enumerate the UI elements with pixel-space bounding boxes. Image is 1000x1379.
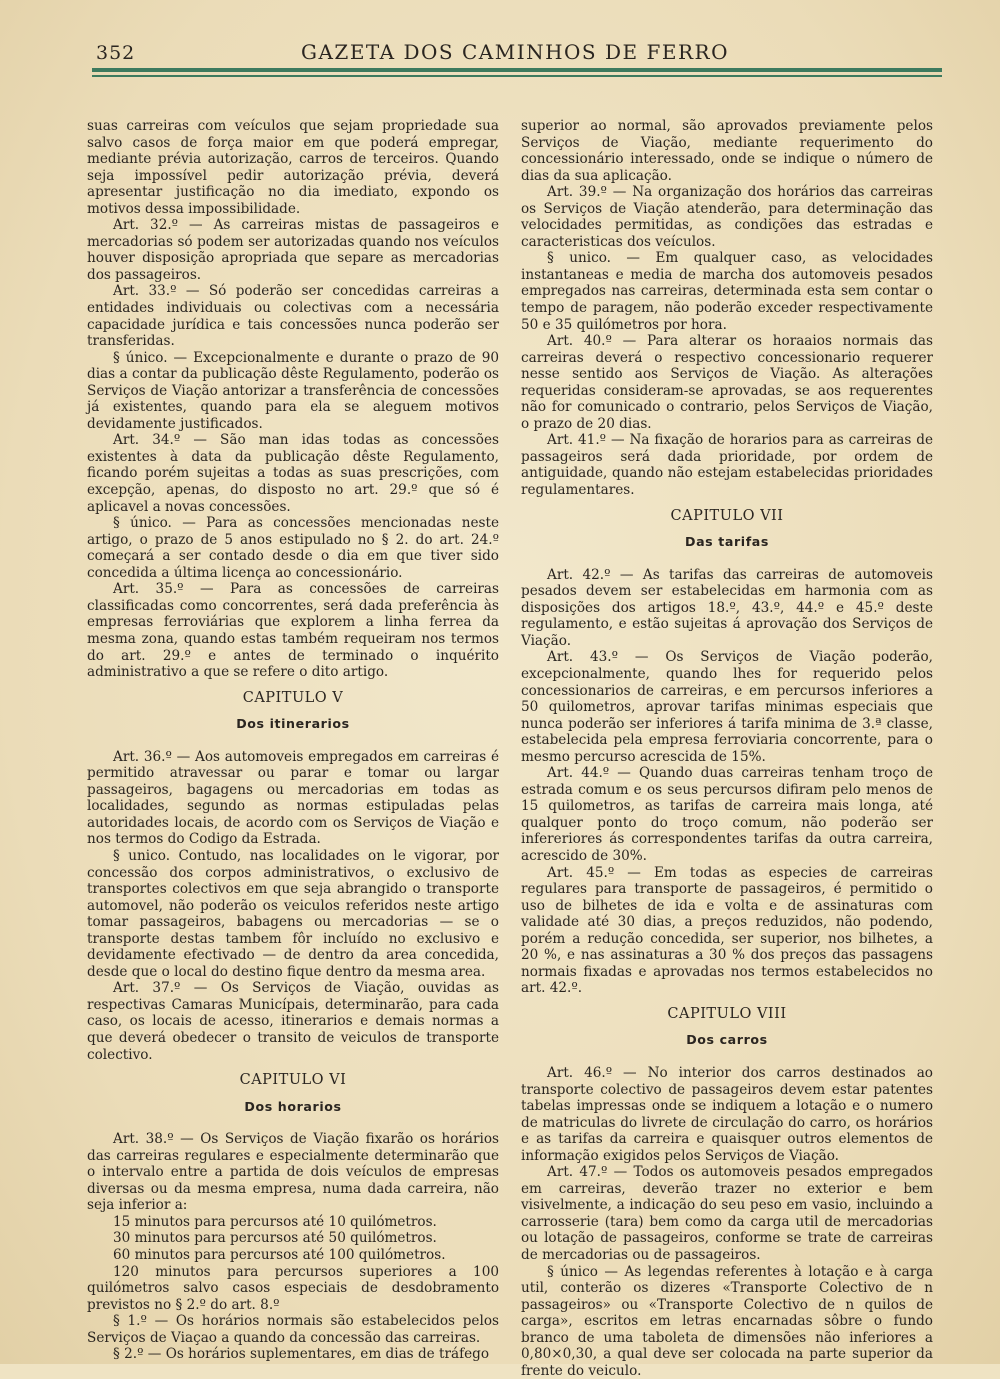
page-number: 352 (96, 42, 136, 64)
right-column (521, 118, 933, 1379)
article-paragraph: Art. 35.º — Para as concessões de carreiras classificadas como concorrentes, será dada preferência às empresas ferroviárias que explorem a linha ferrea da mesma zona, quando estas também requeiram nos termos do art. 29.º e antes de terminado o inquérito administrativo a que se refere o dito artigo. (87, 581, 499, 681)
article-paragraph: § único — As legendas referentes à lotação e à carga util, conterão os dizeres «Transporte Colectivo de n passageiros» ou «Transporte Colectivo de n quilos de carga», escritos em letras encarnadas sôbre o fundo branco de uma taboleta de dimensões não inferiores a 0,80×0,30, a qual deve ser colocada na parte superior da frente do veiculo. (521, 1263, 933, 1379)
chapter-subtitle: Dos horarios (244, 1098, 342, 1114)
article-paragraph: superior ao normal, são aprovados previamente pelos Serviços de Viação, mediante requerimento do concessionário interessado, onde se indique o número de dias da sua aplicação. (521, 118, 933, 184)
article-paragraph: 120 minutos para percursos superiores a 100 quilómetros salvo casos especiais de desdobramento previstos no § 2.º do art. 8.º (87, 1263, 499, 1313)
article-paragraph: Art. 34.º — São man idas todas as concessões existentes à data da publicação dêste Regulamento, ficando porém sujeitas a todas as suas prescrições, com excepção, apenas, do disposto no art. 29.º que só é aplicavel a novas concessões. (87, 432, 499, 515)
page-title: GAZETA DOS CAMINHOS DE FERRO (301, 40, 729, 64)
article-paragraph: suas carreiras com veículos que sejam propriedade sua salvo casos de força maior em que poderá empregar, mediante prévia autorização, carros de terceiros. Quando seja impossível pedir autorização prévia, deverá apresentar justificação no dia imediato, expondo os motivos dessa impossibilidade. (87, 118, 499, 217)
chapter-heading: CAPITULO VI (239, 1072, 347, 1089)
article-paragraph: 30 minutos para percursos até 50 quilómetros. (113, 1230, 437, 1247)
page-header (90, 38, 940, 68)
article-paragraph: 15 minutos para percursos até 10 quilómetros. (113, 1213, 437, 1230)
article-paragraph: 60 minutos para percursos até 100 quilómetros. (113, 1247, 446, 1263)
article-paragraph: Art. 38.º — Os Serviços de Viação fixarão os horários das carreiras regulares e especialmente determinarão que o intervalo entre a partida de dois veículos de empresas diversas ou da mesma empresa, numa dada carreira, não seja inferior a: (87, 1131, 499, 1214)
article-paragraph: § 1.º — Os horários normais são estabelecidos pelos Serviços de Viaçao a quando da concessão das carreiras. (87, 1313, 499, 1346)
article-paragraph: Art. 42.º — As tarifas das carreiras de automoveis pesados devem ser estabelecidas em harmonia com as disposições dos artigos 18.º, 43.º, 44.º e 45.º deste regulamento, e estão sujeitas á aprovação dos Serviços de Viação. (521, 566, 933, 649)
article-paragraph: Art. 45.º — Em todas as especies de carreiras regulares para transporte de passageiros, é permitido o uso de bilhetes de ida e volta e de assinaturas com validade até 30 dias, a preços reduzidos, não podendo, porém a redução concedida, ser superior, nos bilhetes, a 20 %, e nas assinaturas a 30 % dos preços das passagens normais fixadas e aprovadas nos termos estabelecidos no art. 42.º. (521, 864, 933, 997)
article-paragraph: Art. 40.º — Para alterar os horaaios normais das carreiras deverá o respectivo concessionario requerer nesse sentido aos Serviços de Viação. As alterações requeridas consideram-se aprovadas, se aos requerentes não for comunicado o contrario, pelos Serviços de Viação, o prazo de 20 dias. (521, 333, 933, 432)
article-paragraph: Art. 32.º — As carreiras mistas de passageiros e mercadorias só podem ser autorizadas quando nos veículos houver disposição apropriada que separe as mercadorias dos passageiros. (87, 217, 499, 283)
article-paragraph: Art. 43.º — Os Serviços de Viação poderão, excepcionalmente, quando lhes for requerido pelos concessionarios de carreiras, e em percursos inferiores a 50 quilometros, aprovar tarifas minimas especiais que nunca poderão ser inferiores á tarifa minima de 3.ª classe, estabelecida pela empresa ferroviaria concorrente, para o mesmo percurso acrescida de 15%. (521, 649, 933, 765)
article-paragraph: Art. 41.º — Na fixação de horarios para as carreiras de passageiros será dada prioridade, por ordem de antiguidade, quando não estejam estabelecidas prioridades regulamentares. (521, 432, 933, 499)
chapter-subtitle: Dos itinerarios (236, 716, 350, 732)
chapter-subtitle: Das tarifas (685, 534, 769, 550)
article-paragraph: Art. 46.º — No interior dos carros destinados ao transporte colectivo de passageiros devem estar patentes tabelas impressas onde se indiquem a lotação e o numero de matriculas do livrete de circulação do carro, os horários e as tarifas da carreira e quaisquer outros elementos de informação exigidos pelos Serviços de Viação. (521, 1064, 933, 1164)
left-column (87, 118, 499, 1363)
article-paragraph: § unico. Contudo, nas localidades on le vigorar, por concessão dos corpos administrativos, o exclusivo de transportes colectivos em que seja abrangido o transporte automovel, não poderão os veiculos referidos neste artigo tomar passageiros, babagens ou mercadorias — se o transporte destas tambem fôr incluído no exclusivo e devidamente efectivado — de dentro da area concedida, desde que o local do destino fique dentro da mesma area. (87, 847, 499, 980)
article-paragraph: Art. 37.º — Os Serviços de Viação, ouvidas as respectivas Camaras Municípais, determinarão, para cada caso, os locais de acesso, itinerarios e demais normas a que deverá obedecer o transito de veiculos de transporte colectivo. (87, 980, 499, 1063)
article-paragraph: § unico. — Em qualquer caso, as velocidades instantaneas e media de marcha dos automoveis pesados empregados nas carreiras, determinada esta sem contar o tempo de paragem, não poderão exceder respectivamente 50 e 35 quilómetros por hora. (521, 250, 933, 333)
article-paragraph: Art. 39.º — Na organização dos horários das carreiras os Serviços de Viação atenderão, para determinação das velocidades permitidas, as condições das estradas e caracteristicas dos veículos. (521, 184, 933, 250)
article-paragraph: Art. 36.º — Aos automoveis empregados em carreiras é permitido atravessar ou parar e tomar ou largar passageiros, bagagens ou mercadorias em todas as localidades, segundo as normas estipuladas pelas autoridades locais, de acordo com os Serviços de Viação e nos termos do Codigo da Estrada. (87, 748, 499, 848)
chapter-heading: CAPITULO VII (670, 507, 784, 524)
header-rule-thick (92, 68, 942, 72)
article-paragraph: § 2.º — Os horários suplementares, em dias de tráfego (113, 1346, 490, 1363)
article-paragraph: Art. 47.º — Todos os automoveis pesados empregados em carreiras, deverão trazer no exterior e bem visivelmente, a indicação do seu peso em vasio, incluindo a carrosserie (tara) bem como da carga util de mercadorias ou lotação de passageiros, conforme se trate de carreiras de mercadorias ou de passageiros. (521, 1164, 933, 1263)
chapter-heading: CAPITULO VIII (667, 1005, 787, 1022)
article-paragraph: Art. 44.º — Quando duas carreiras tenham troço de estrada comum e os seus percursos difiram pelo menos de 15 quilometros, as tarifas de carreira mais longa, até qualquer ponto do troço comum, não poderão ser infereriores ás correspondentes tarifas da outra carreira, acrescido de 30%. (521, 765, 933, 864)
chapter-subtitle: Dos carros (686, 1032, 768, 1048)
article-paragraph: § único. — Para as concessões mencionadas neste artigo, o prazo de 5 anos estipulado no § 2. do art. 24.º começará a ser contado desde o dia em que tiver sido concedida a última licença ao concessionário. (87, 515, 499, 581)
header-rule-thin (92, 75, 942, 77)
article-paragraph: § único. — Excepcionalmente e durante o prazo de 90 dias a contar da publicação dêste Regulamento, poderão os Serviços de Viação antorizar a transferência de concessões já existentes, quando para ela se aleguem motivos devidamente justificados. (87, 349, 499, 432)
article-paragraph: Art. 33.º — Só poderão ser concedidas carreiras a entidades individuais ou colectivas com a necessária capacidade jurídica e tais concessões nunca poderão ser transferidas. (87, 283, 499, 350)
chapter-heading: CAPITULO V (242, 689, 344, 706)
